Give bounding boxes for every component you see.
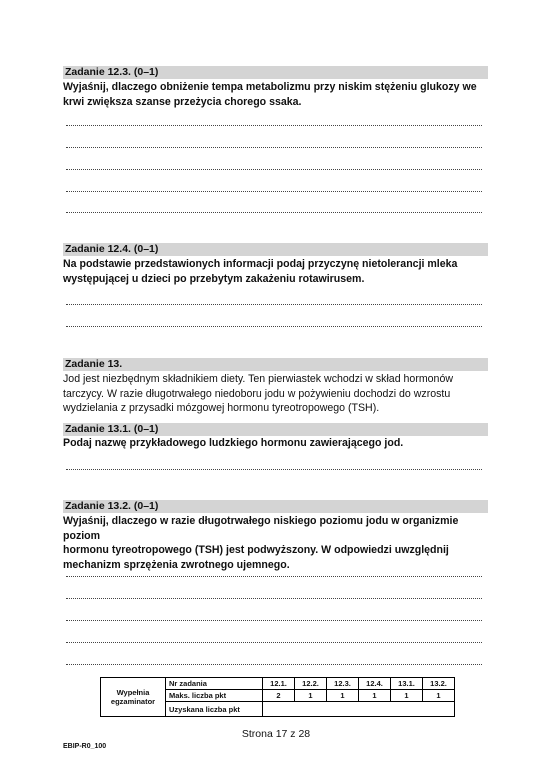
answer-line[interactable] [66,169,482,170]
answer-line[interactable] [66,598,482,599]
task-13-2-question [63,514,493,572]
task-number-cell: 12.4. [359,678,391,690]
answer-line[interactable] [66,212,482,213]
max-points-cell: 2 [263,690,295,702]
obtained-points-cell[interactable] [263,702,455,717]
answer-line[interactable] [66,326,482,327]
row-header-obtained-points: Uzyskana liczba pkt [166,702,263,717]
answer-line[interactable] [66,304,482,305]
task-13-1-question [63,436,493,451]
task-12-4-header: Zadanie 12.4. (0–1) [63,243,488,256]
task-12-3-line-1: Wyjaśnij, dlaczego obniżenie tempa metabolizmu przy niskim stężeniu glukozy we [63,81,477,93]
answer-line[interactable] [66,576,482,577]
answer-line[interactable] [66,147,482,148]
page-number: Strona 17 z 28 [241,728,311,740]
answer-line[interactable] [66,191,482,192]
examiner-label-cell [101,678,166,717]
task-number-cell: 12.1. [263,678,295,690]
task-number-cell: 12.2. [295,678,327,690]
max-points-cell: 1 [423,690,455,702]
task-number-cell: 13.1. [391,678,423,690]
max-points-cell: 1 [359,690,391,702]
max-points-cell: 1 [391,690,423,702]
task-12-4-question [63,257,493,286]
task-13-2-line-2: hormonu tyreotropowego (TSH) jest podwyższony. W odpowiedzi uwzględnij [63,544,449,556]
task-13-intro [63,372,493,416]
task-13-2-line-3: mechanizm sprzężenia zwrotnego ujemnego. [63,558,290,571]
answer-line[interactable] [66,642,482,643]
task-12-3-line-2: krwi zwiększa szanse przeżycia chorego ssaka. [63,95,302,108]
answer-line[interactable] [66,620,482,621]
task-12-3-question [63,80,493,109]
task-13-1-line-1: Podaj nazwę przykładowego ludzkiego hormonu zawierającego jod. [63,437,404,449]
task-number-cell: 13.2. [423,678,455,690]
task-13-1-header: Zadanie 13.1. (0–1) [63,423,488,436]
examiner-label-2: egzaminator [110,697,156,706]
max-points-cell: 1 [327,690,359,702]
exam-code: EBIP-R0_100 [63,743,107,750]
task-13-2-header: Zadanie 13.2. (0–1) [63,500,488,513]
task-12-3-header: Zadanie 12.3. (0–1) [63,66,488,79]
answer-line[interactable] [66,469,482,470]
task-12-4-line-1: Na podstawie przedstawionych informacji podaj przyczynę nietolerancji mleka [63,258,458,270]
max-points-cell: 1 [295,690,327,702]
task-13-header: Zadanie 13. [63,358,488,371]
row-header-max-points: Maks. liczba pkt [166,690,263,702]
task-13-line-2: tarczycy. W razie długotrwałego niedoboru jodu w pożywieniu dochodzi do wzrostu [63,387,451,400]
task-13-2-line-1: Wyjaśnij, dlaczego w razie długotrwałego niskiego poziomu jodu w organizmie poziom [63,515,459,542]
task-12-4-line-2: występującej u dzieci po przebytym zakażeniu rotawirusem. [63,272,365,285]
answer-line[interactable] [66,125,482,126]
task-13-line-3: wydzielania z przysadki mózgowej hormonu tyreotropowego (TSH). [63,402,380,414]
row-header-task-number: Nr zadania [166,678,263,690]
task-13-line-1: Jod jest niezbędnym składnikiem diety. Ten pierwiastek wchodzi w skład hormonów [63,373,453,385]
examiner-label-1: Wypełnia [116,688,150,697]
task-number-cell: 12.3. [327,678,359,690]
score-table [100,677,455,717]
answer-line[interactable] [66,664,482,665]
